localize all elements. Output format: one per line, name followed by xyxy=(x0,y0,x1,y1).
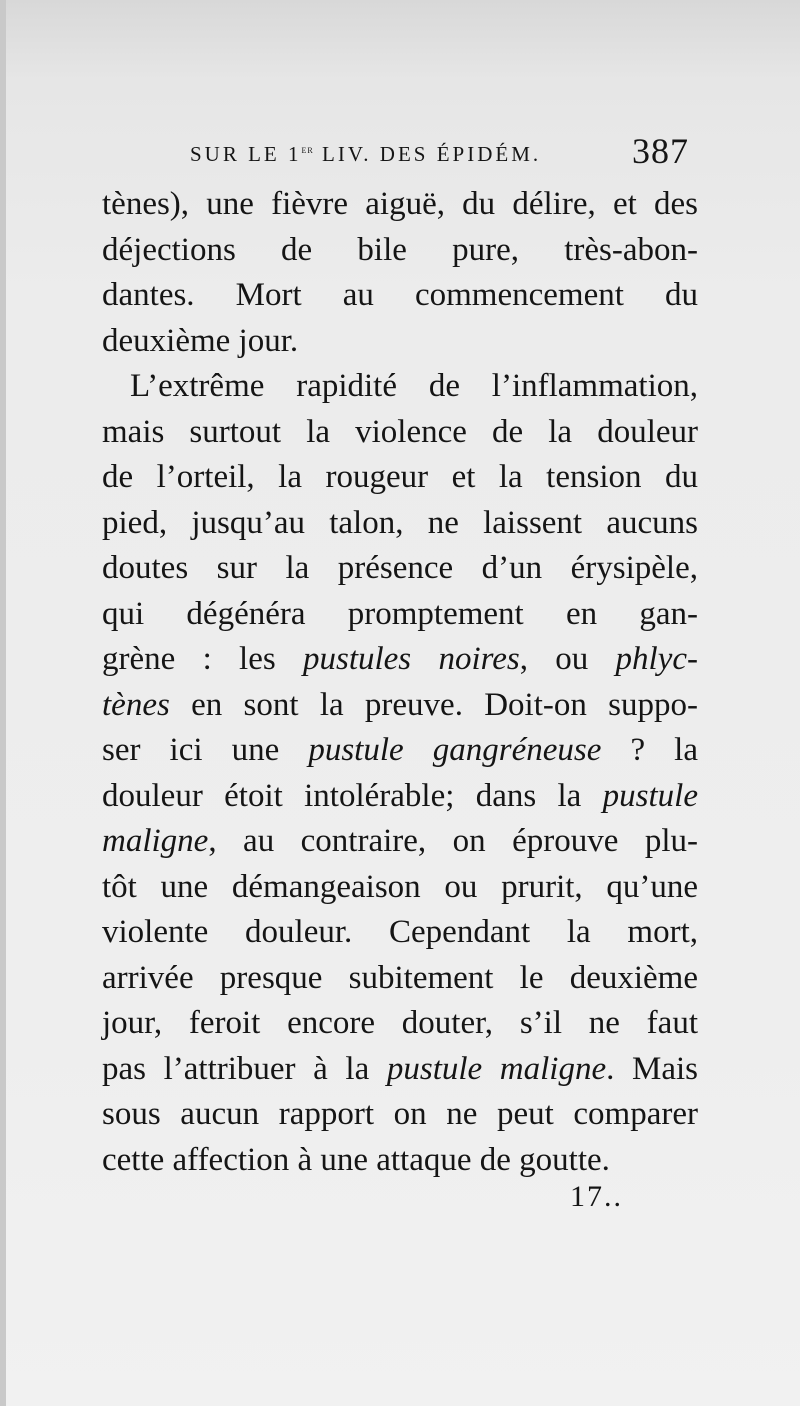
text-line xyxy=(102,501,698,547)
text-segment: sous aucun rapport on ne peut comparer xyxy=(102,1096,698,1132)
italic-text-segment: maligne xyxy=(102,823,209,859)
text-segment: cette affection à une attaque de goutte. xyxy=(102,1141,610,1178)
text-segment: en sont la preuve. Doit-on suppo- xyxy=(169,686,698,723)
text-line xyxy=(102,1001,698,1047)
text-line xyxy=(102,865,698,911)
text-line xyxy=(102,228,698,274)
text-line xyxy=(102,683,698,729)
text-segment: , ou xyxy=(519,641,616,677)
text-segment: . Mais xyxy=(606,1050,698,1087)
text-line xyxy=(102,637,698,683)
body-text xyxy=(102,182,698,1183)
text-line xyxy=(102,455,698,501)
text-line xyxy=(102,319,698,365)
text-segment: ? la xyxy=(601,732,698,768)
text-line xyxy=(102,774,698,820)
page-header xyxy=(0,128,800,178)
running-head-text-rest: LIV. DES ÉPIDÉM. xyxy=(313,142,542,166)
catchword: 17.. xyxy=(570,1180,623,1213)
text-segment: déjections de bile pure, très-abon- xyxy=(102,231,698,268)
text-segment: tènes), une fièvre aiguë, du délire, et des xyxy=(102,186,698,222)
text-line xyxy=(102,364,698,410)
italic-text-segment: phlyc- xyxy=(615,641,698,677)
italic-text-segment: pustules noires xyxy=(302,641,520,677)
text-segment: , au contraire, on éprouve plu- xyxy=(208,823,698,859)
text-line xyxy=(102,273,698,319)
text-line xyxy=(102,910,698,956)
italic-text-segment: pustule gangréneuse xyxy=(308,732,602,768)
text-segment: mais surtout la violence de la douleur xyxy=(102,413,698,450)
running-head-superscript: er xyxy=(301,142,314,156)
text-segment: L’extrême rapidité de l’inflammation, xyxy=(130,368,698,404)
text-line xyxy=(102,819,698,865)
text-segment: tôt une démangeaison ou prurit, qu’une xyxy=(102,868,698,905)
text-line xyxy=(102,182,698,228)
page-edge xyxy=(0,0,6,1406)
text-line xyxy=(102,1138,698,1184)
text-segment: jour, feroit encore douter, s’il ne faut xyxy=(102,1005,698,1041)
italic-text-segment: pustule xyxy=(602,777,698,814)
text-segment: qui dégénéra promptement en gan- xyxy=(102,595,698,632)
running-head xyxy=(190,142,541,167)
page-number: 387 xyxy=(632,131,689,171)
text-segment: pied, jusqu’au talon, ne laissent aucuns xyxy=(102,504,698,541)
text-segment: arrivée presque subitement le deuxième xyxy=(102,959,698,996)
text-segment: de l’orteil, la rougeur et la tension du xyxy=(102,459,698,495)
text-segment: grène : les xyxy=(102,641,303,677)
running-head-text: SUR LE 1 xyxy=(190,142,302,166)
text-line xyxy=(102,546,698,592)
text-segment: douleur étoit intolérable; dans la xyxy=(102,777,603,814)
text-line xyxy=(102,728,698,774)
text-segment: violente douleur. Cependant la mort, xyxy=(102,914,698,950)
text-line xyxy=(102,592,698,638)
text-segment: doutes sur la présence d’un érysipèle, xyxy=(102,550,698,586)
italic-text-segment: tènes xyxy=(102,686,170,723)
text-segment: deuxième jour. xyxy=(102,322,299,359)
text-segment: ser ici une xyxy=(102,732,309,768)
text-segment: pas l’attribuer à la xyxy=(102,1050,387,1087)
text-line xyxy=(102,1047,698,1093)
italic-text-segment: pustule maligne xyxy=(386,1050,607,1087)
text-line xyxy=(102,410,698,456)
text-line xyxy=(102,1092,698,1138)
text-line xyxy=(102,956,698,1002)
text-segment: dantes. Mort au commencement du xyxy=(102,277,698,313)
